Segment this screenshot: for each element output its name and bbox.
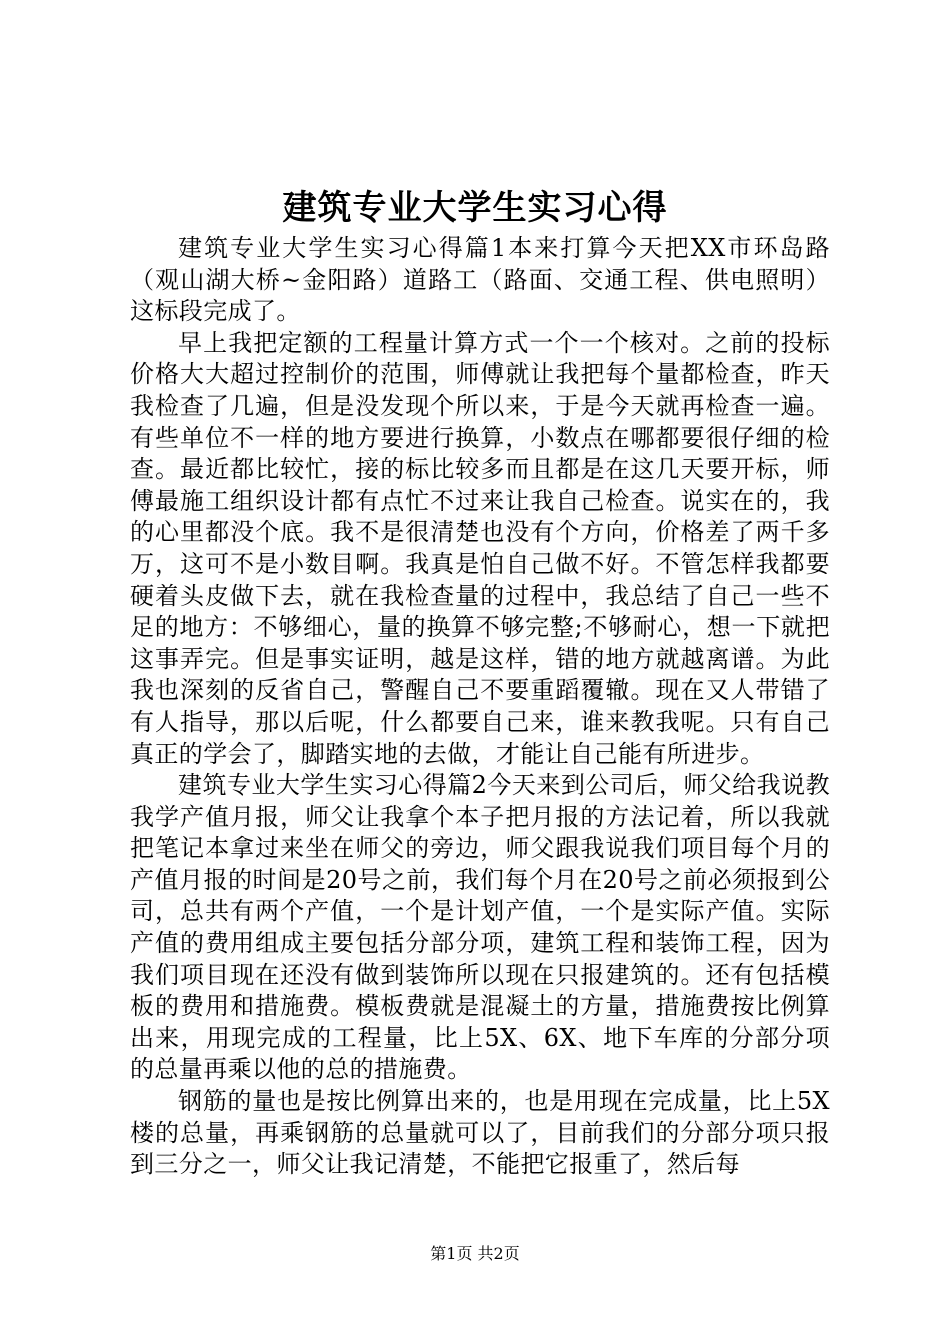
paragraph: 钢筋的量也是按比例算出来的，也是用现在完成量，比上5X楼的总量，再乘钢筋的总量就可以了，目前我们的分部分项只报到三分之一，师父让我记清楚，不能把它报重了，然后每 — [130, 1087, 830, 1179]
document-body — [130, 233, 830, 1181]
page-number-footer: 第1页 共2页 — [430, 1244, 520, 1263]
paragraph: 建筑专业大学生实习心得篇2今天来到公司后，师父给我说教我学产值月报，师父让我拿个本子把月报的方法记着，所以我就把笔记本拿过来坐在师父的旁边，师父跟我说我们项目每个月的产值月报的时间是20号之前，我们每个月在20号之前必须报到公司，总共有两个产值，一个是计划产值，一个是实际产值。实际产值的费用组成主要包括分部分项，建筑工程和装饰工程，因为我们项目现在还没有做到装饰所以现在只报建筑的。还有包括模板的费用和措施费。模板费就是混凝土的方量，措施费按比例算出来，用现完成的工程量，比上5X、6X、地下车库的分部分项的总量再乘以他的总的措施费。 — [130, 771, 830, 1084]
paragraph: 建筑专业大学生实习心得篇1本来打算今天把XX市环岛路（观山湖大桥~金阳路）道路工（路面、交通工程、供电照明）这标段完成了。 — [130, 234, 830, 326]
paragraph: 早上我把定额的工程量计算方式一个一个核对。之前的投标价格大大超过控制价的范围，师傅就让我把每个量都检查，昨天我检查了几遍，但是没发现个所以来，于是今天就再检查一遍。有些单位不一样的地方要进行换算，小数点在哪都要很仔细的检查。最近都比较忙，接的标比较多而且都是在这几天要开标，师傅最施工组织设计都有点忙不过来让我自己检查。说实在的，我的心里都没个底。我不是很清楚也没有个方向，价格差了两千多万，这可不是小数目啊。我真是怕自己做不好。不管怎样我都要硬着头皮做下去，就在我检查量的过程中，我总结了自己一些不足的地方：不够细心，量的换算不够完整;不够耐心，想一下就把这事弄完。但是事实证明，越是这样，错的地方就越离谱。为此我也深刻的反省自己，警醒自己不要重蹈覆辙。现在又人带错了有人指导，那以后呢，什么都要自己来，谁来教我呢。只有自己真正的学会了，脚踏实地的去做，才能让自己能有所进步。 — [130, 328, 830, 768]
document-title: 建筑专业大学生实习心得 — [282, 188, 668, 228]
